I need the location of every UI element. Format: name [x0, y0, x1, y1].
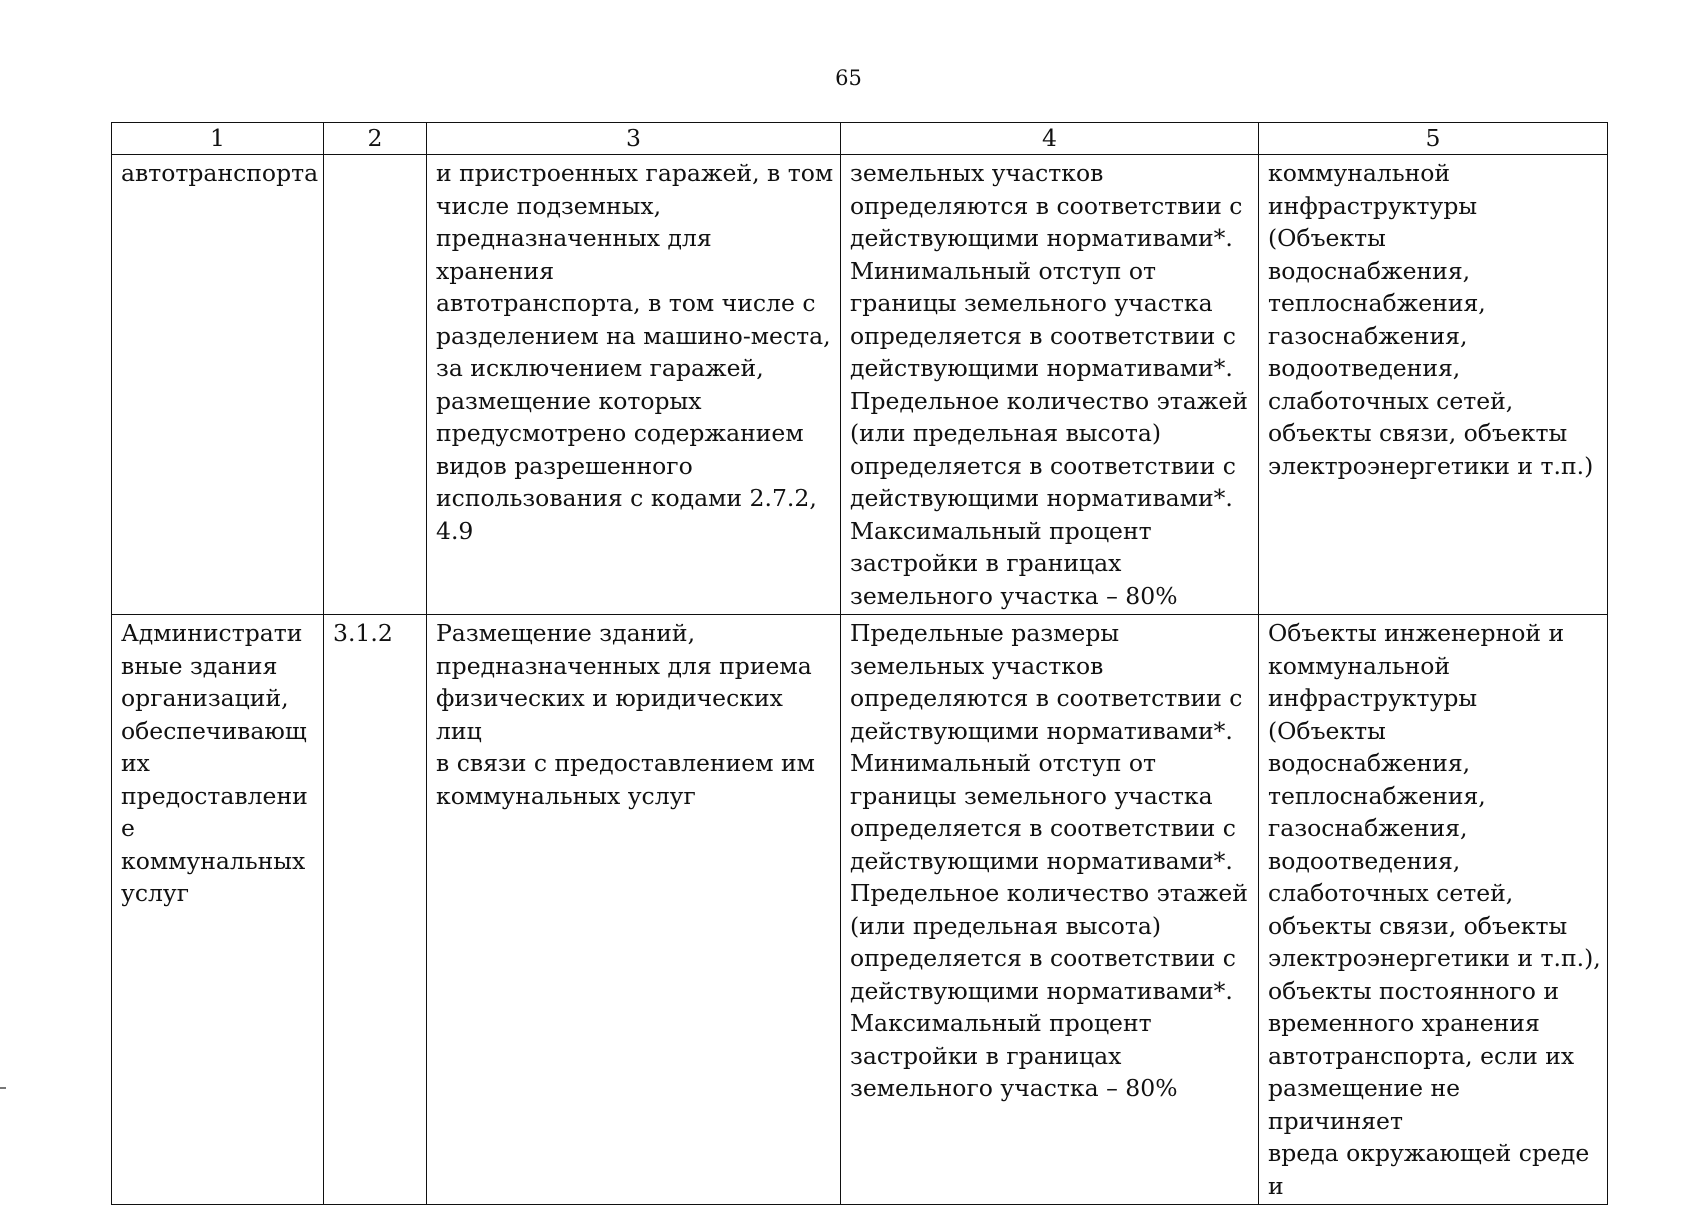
- column-header-5: 5: [1259, 123, 1608, 155]
- land-use-table: [111, 122, 1608, 1205]
- scan-edge-mark: [0, 1087, 6, 1089]
- table-row: [112, 615, 1608, 1205]
- use-name-cell: Администрати вные здания организаций, обеспечивающ их предоставлени е коммунальных услуг: [112, 615, 324, 1205]
- use-code-cell: [324, 155, 427, 615]
- page-number: 65: [835, 66, 862, 90]
- column-number-row: [112, 123, 1608, 155]
- column-header-1: 1: [112, 123, 324, 155]
- column-header-3: 3: [427, 123, 841, 155]
- auxiliary-uses-cell: Объекты инженерной и коммунальной инфраструктуры (Объекты водоснабжения, теплоснабжения, газоснабжения, водоотведения, слаботочных сетей, объекты связи, объекты электроэнергетики и т.п.), объекты постоянного и временного хранения автотранспорта, если их размещение не причиняет вреда окружающей среде и: [1259, 615, 1608, 1205]
- auxiliary-uses-cell: коммунальной инфраструктуры (Объекты водоснабжения, теплоснабжения, газоснабжения, водоотведения, слаботочных сетей, объекты связи, объекты электроэнергетики и т.п.): [1259, 155, 1608, 615]
- column-header-4: 4: [841, 123, 1259, 155]
- use-code-cell: 3.1.2: [324, 615, 427, 1205]
- column-header-2: 2: [324, 123, 427, 155]
- parameters-cell: земельных участков определяются в соответствии с действующими нормативами*. Минимальный отступ от границы земельного участка определяется в соответствии с действующими нормативами*. Предельное количество этажей (или предельная высота) определяется в соответствии с действующими нормативами*. Максимальный процент застройки в границах земельного участка – 80%: [841, 155, 1259, 615]
- table-row: [112, 155, 1608, 615]
- use-name-cell: автотранспорта: [112, 155, 324, 615]
- use-description-cell: и пристроенных гаражей, в том числе подземных, предназначенных для хранения автотранспорта, в том числе с разделением на машино-места, за исключением гаражей, размещение которых предусмотрено содержанием видов разрешенного использования с кодами 2.7.2, 4.9: [427, 155, 841, 615]
- use-description-cell: Размещение зданий, предназначенных для приема физических и юридических лиц в связи с предоставлением им коммунальных услуг: [427, 615, 841, 1205]
- parameters-cell: Предельные размеры земельных участков определяются в соответствии с действующими нормативами*. Минимальный отступ от границы земельного участка определяется в соответствии с действующими нормативами*. Предельное количество этажей (или предельная высота) определяется в соответствии с действующими нормативами*. Максимальный процент застройки в границах земельного участка – 80%: [841, 615, 1259, 1205]
